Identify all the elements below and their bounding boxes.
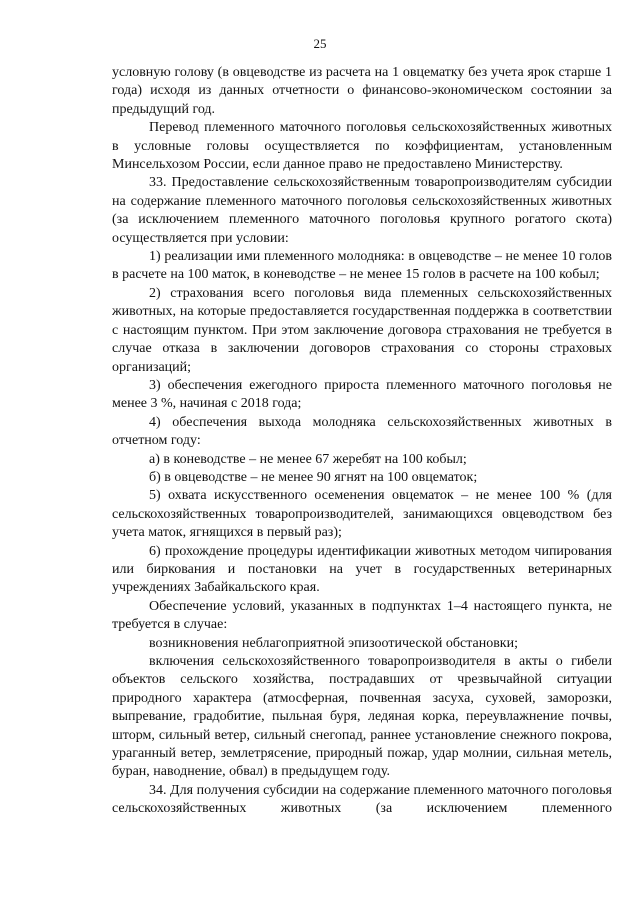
- condition-2: 2) страхования всего поголовья вида племенных сельскохозяйственных животных, на которые предоставляется государственная поддержка в соответствии с настоящим пунктом. При этом заключение договора страхования не требуется в случае отказа в заключении договоров страхования со стороны страховых организаций;: [112, 285, 612, 375]
- condition-4: 4) обеспечения выхода молодняка сельскохозяйственных животных в отчетном году:: [112, 414, 612, 449]
- paragraph-clause-33: 33. Предоставление сельскохозяйственным товаропроизводителям субсидии на содержание племенного маточного поголовья сельскохозяйственных животных (за исключением племенного маточного поголовья крупного рогатого скота) осуществляется при условии:: [112, 175, 612, 246]
- condition-1: 1) реализации ими племенного молодняка: в овцеводстве – не менее 10 голов в расчете на 100 маток, в коневодстве – не менее 15 голов в расчете на 100 кобыл;: [112, 249, 612, 283]
- condition-5: 5) охвата искусственного осеменения овцематок – не менее 100 % (для сельскохозяйственных товаропроизводителей, занимающихся овцеводством без учета маток, ягнящихся в первый раз);: [112, 488, 612, 541]
- condition-4b: б) в овцеводстве – не менее 90 ягнят на 100 овцематок;: [149, 469, 478, 485]
- paragraph-conversion: Перевод племенного маточного поголовья сельскохозяйственных животных в условные головы осуществляется по коэффициентам, установленным Минсельхозом России, если данное право не предоставлено Министерству.: [112, 120, 612, 173]
- exemption-epizootic: возникновения неблагоприятной эпизоотической обстановки;: [149, 635, 518, 651]
- paragraph-continuation: условную голову (в овцеводстве из расчета на 1 овцематку без учета ярок старше 1 года) исходя из данных отчетности о финансово-экономическом состоянии за предыдущий год.: [112, 65, 612, 117]
- condition-6: 6) прохождение процедуры идентификации животных методом чипирования или биркования и постановки на учет в государственных ветеринарных учреждениях Забайкальского края.: [112, 543, 612, 596]
- paragraph-exemption: Обеспечение условий, указанных в подпунктах 1–4 настоящего пункта, не требуется в случае:: [112, 598, 612, 633]
- paragraph-clause-34: 34. Для получения субсидии на содержание племенного маточного поголовья сельскохозяйственных животных (за исключением племенного: [112, 782, 612, 817]
- page-number: 25: [313, 36, 327, 51]
- document-body: [112, 64, 612, 819]
- condition-4a: а) в коневодстве – не менее 67 жеребят на 100 кобыл;: [149, 451, 467, 467]
- exemption-emergency: включения сельскохозяйственного товаропроизводителя в акты о гибели объектов сельского хозяйства, пострадавших от чрезвычайной ситуации природного характера (атмосферная, почвенная засуха, суховей, заморозки, выпревание, градобитие, пыльная буря, ледяная корка, переувлажнение почвы, шторм, сильный ветер, сильный снегопад, раннее установление снежного покрова, ураганный ветер, землетрясение, природный пожар, удар молнии, сильная метель, буран, наводнение, обвал) в предыдущем году.: [112, 654, 612, 780]
- condition-3: 3) обеспечения ежегодного прироста племенного маточного поголовья не менее 3 %, начиная с 2018 года;: [112, 377, 612, 412]
